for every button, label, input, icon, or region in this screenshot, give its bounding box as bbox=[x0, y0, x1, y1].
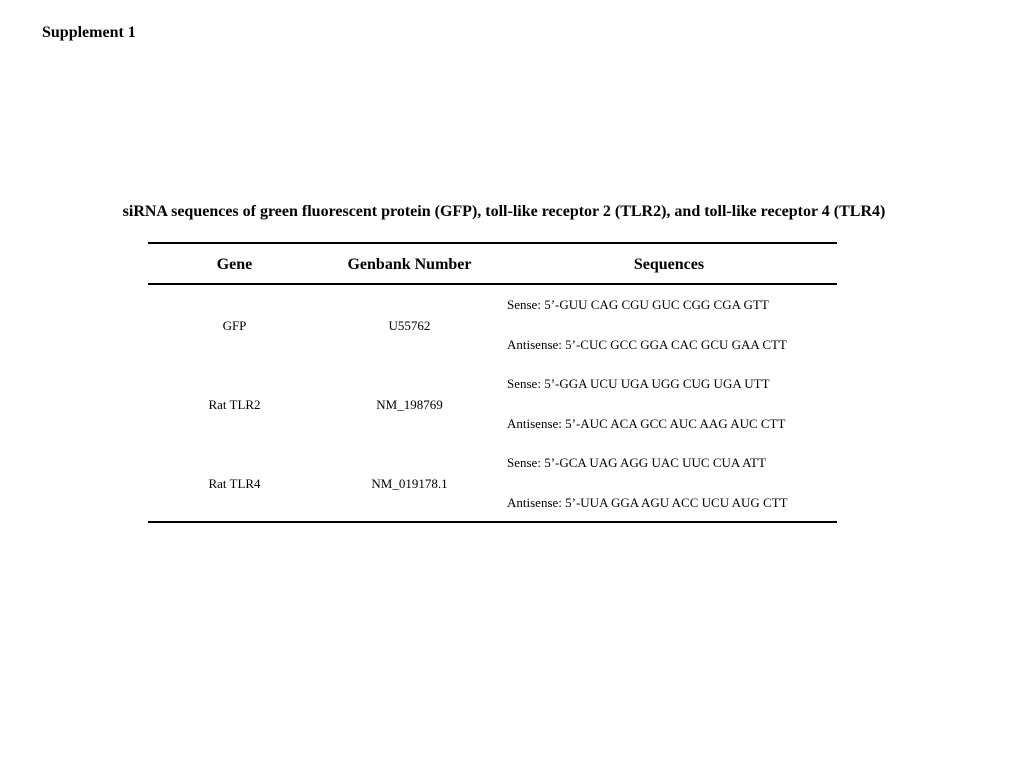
antisense-sequence: Antisense: 5’-CUC GCC GGA CAC GCU GAA CTT bbox=[507, 337, 787, 352]
sense-sequence: Sense: 5’-GGA UCU UGA UGG CUG UGA UTT bbox=[507, 376, 770, 391]
table-row-rat-tlr4 bbox=[148, 443, 837, 523]
sense-sequence: Sense: 5’-GUU CAG CGU GUC CGG CGA GTT bbox=[507, 297, 769, 312]
table-header-row bbox=[148, 244, 837, 285]
header-sequences: Sequences bbox=[633, 256, 705, 273]
table-body bbox=[148, 285, 837, 521]
table-row-gfp bbox=[148, 285, 837, 365]
antisense-sequence: Antisense: 5’-AUC ACA GCC AUC AAG AUC CTT bbox=[507, 416, 786, 431]
supplement-heading: Supplement 1 bbox=[42, 24, 136, 41]
gene-cell: Rat TLR4 bbox=[208, 476, 261, 491]
sirna-sequence-table bbox=[148, 242, 837, 523]
genbank-cell: NM_198769 bbox=[376, 397, 443, 412]
sense-sequence: Sense: 5’-GCA UAG AGG UAC UUC CUA ATT bbox=[507, 455, 766, 470]
gene-cell: Rat TLR2 bbox=[208, 397, 261, 412]
gene-cell: GFP bbox=[222, 318, 247, 333]
header-genbank-number: Genbank Number bbox=[347, 256, 472, 273]
antisense-sequence: Antisense: 5’-UUA GGA AGU ACC UCU AUG CTT bbox=[507, 495, 788, 510]
genbank-cell: U55762 bbox=[388, 318, 431, 333]
table-caption: siRNA sequences of green fluorescent protein (GFP), toll-like receptor 2 (TLR2), and toll-like receptor 4 (TLR4) bbox=[122, 203, 886, 220]
genbank-cell: NM_019178.1 bbox=[371, 476, 448, 491]
table-row-rat-tlr2 bbox=[148, 364, 837, 444]
header-gene: Gene bbox=[216, 256, 253, 273]
